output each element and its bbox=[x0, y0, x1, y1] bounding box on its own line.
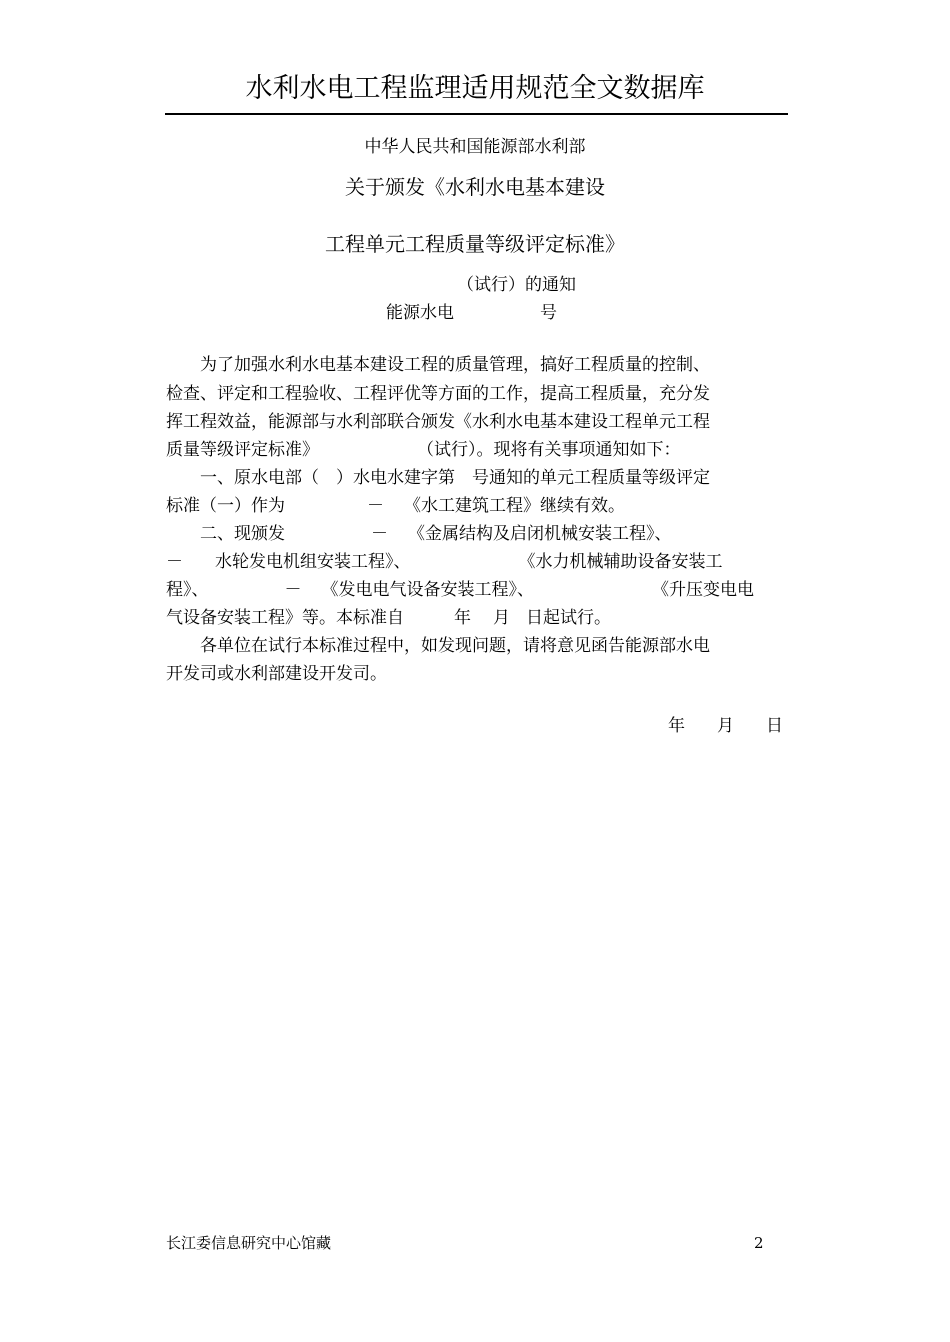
date-day: 日 bbox=[766, 716, 783, 736]
notice-title-line-1: 关于颁发《水利水电基本建设 bbox=[345, 175, 605, 199]
text-run: （试行）。现将有关事项通知如下： bbox=[417, 440, 681, 460]
paragraph-3-line-3 bbox=[166, 578, 754, 602]
paragraph-2-line-2 bbox=[166, 494, 625, 518]
date-month: 月 bbox=[717, 716, 734, 736]
text-run: － bbox=[284, 580, 302, 600]
text-run: 二、现颁发 bbox=[200, 524, 285, 544]
paragraph-3-line-1 bbox=[200, 522, 672, 546]
paragraph-1-line-1: 为了加强水利水电基本建设工程的质量管理，搞好工程质量的控制、 bbox=[200, 355, 710, 375]
paragraph-1-line-3: 挥工程效益，能源部与水利部联合颁发《水利水电基本建设工程单元工程 bbox=[166, 412, 710, 432]
text-run: 《发电电气设备安装工程》、 bbox=[321, 580, 534, 600]
footer-collection-note: 长江委信息研究中心馆藏 bbox=[166, 1234, 332, 1252]
text-run: 《水工建筑工程》继续有效。 bbox=[404, 496, 625, 516]
text-run: 气设备安装工程》等。本标准自 bbox=[166, 608, 404, 628]
paragraph-1-line-2: 检查、评定和工程验收、工程评优等方面的工作，提高工程质量，充分发 bbox=[166, 384, 710, 404]
text-run: 月 bbox=[493, 608, 510, 628]
paragraph-4-line-2: 开发司或水利部建设开发司。 bbox=[166, 664, 387, 684]
text-run: － bbox=[166, 552, 183, 572]
notice-title-line-3: （试行）的通知 bbox=[457, 275, 576, 295]
notice-title-line-2: 工程单元工程质量等级评定标准》 bbox=[325, 232, 625, 256]
text-run: 《金属结构及启闭机械安装工程》、 bbox=[408, 524, 672, 544]
signature-date bbox=[668, 714, 783, 738]
text-run: 标准（一）作为 bbox=[166, 496, 285, 516]
paragraph-2-line-1: 一、原水电部（ ）水电水建字第 号通知的单元工程质量等级评定 bbox=[200, 468, 710, 488]
paragraph-4-line-1: 各单位在试行本标准过程中，如发现问题，请将意见函告能源部水电 bbox=[200, 636, 710, 656]
header-rule bbox=[165, 113, 788, 115]
paragraph-3-line-2 bbox=[166, 550, 723, 574]
text-run: 年 bbox=[454, 608, 471, 628]
docno-suffix: 号 bbox=[540, 303, 557, 323]
database-title: 水利水电工程监理适用规范全文数据库 bbox=[245, 73, 705, 104]
text-run: 质量等级评定标准》 bbox=[166, 440, 319, 460]
text-run: 《升压变电电 bbox=[652, 580, 754, 600]
docno-prefix: 能源水电 bbox=[386, 303, 454, 323]
paragraph-3-line-4 bbox=[166, 606, 611, 630]
date-year: 年 bbox=[668, 716, 685, 736]
paragraph-1-line-4 bbox=[166, 438, 681, 462]
text-run: 水轮发电机组安装工程》、 bbox=[215, 552, 411, 572]
page-number: 2 bbox=[754, 1234, 764, 1252]
issuing-org: 中华人民共和国能源部水利部 bbox=[364, 137, 586, 157]
text-run: － bbox=[371, 524, 388, 544]
text-run: 《水力机械辅助设备安装工 bbox=[518, 552, 723, 572]
text-run: 日起试行。 bbox=[526, 608, 611, 628]
text-run: 程》、 bbox=[166, 580, 209, 600]
document-number bbox=[386, 301, 557, 325]
text-run: － bbox=[367, 496, 384, 516]
